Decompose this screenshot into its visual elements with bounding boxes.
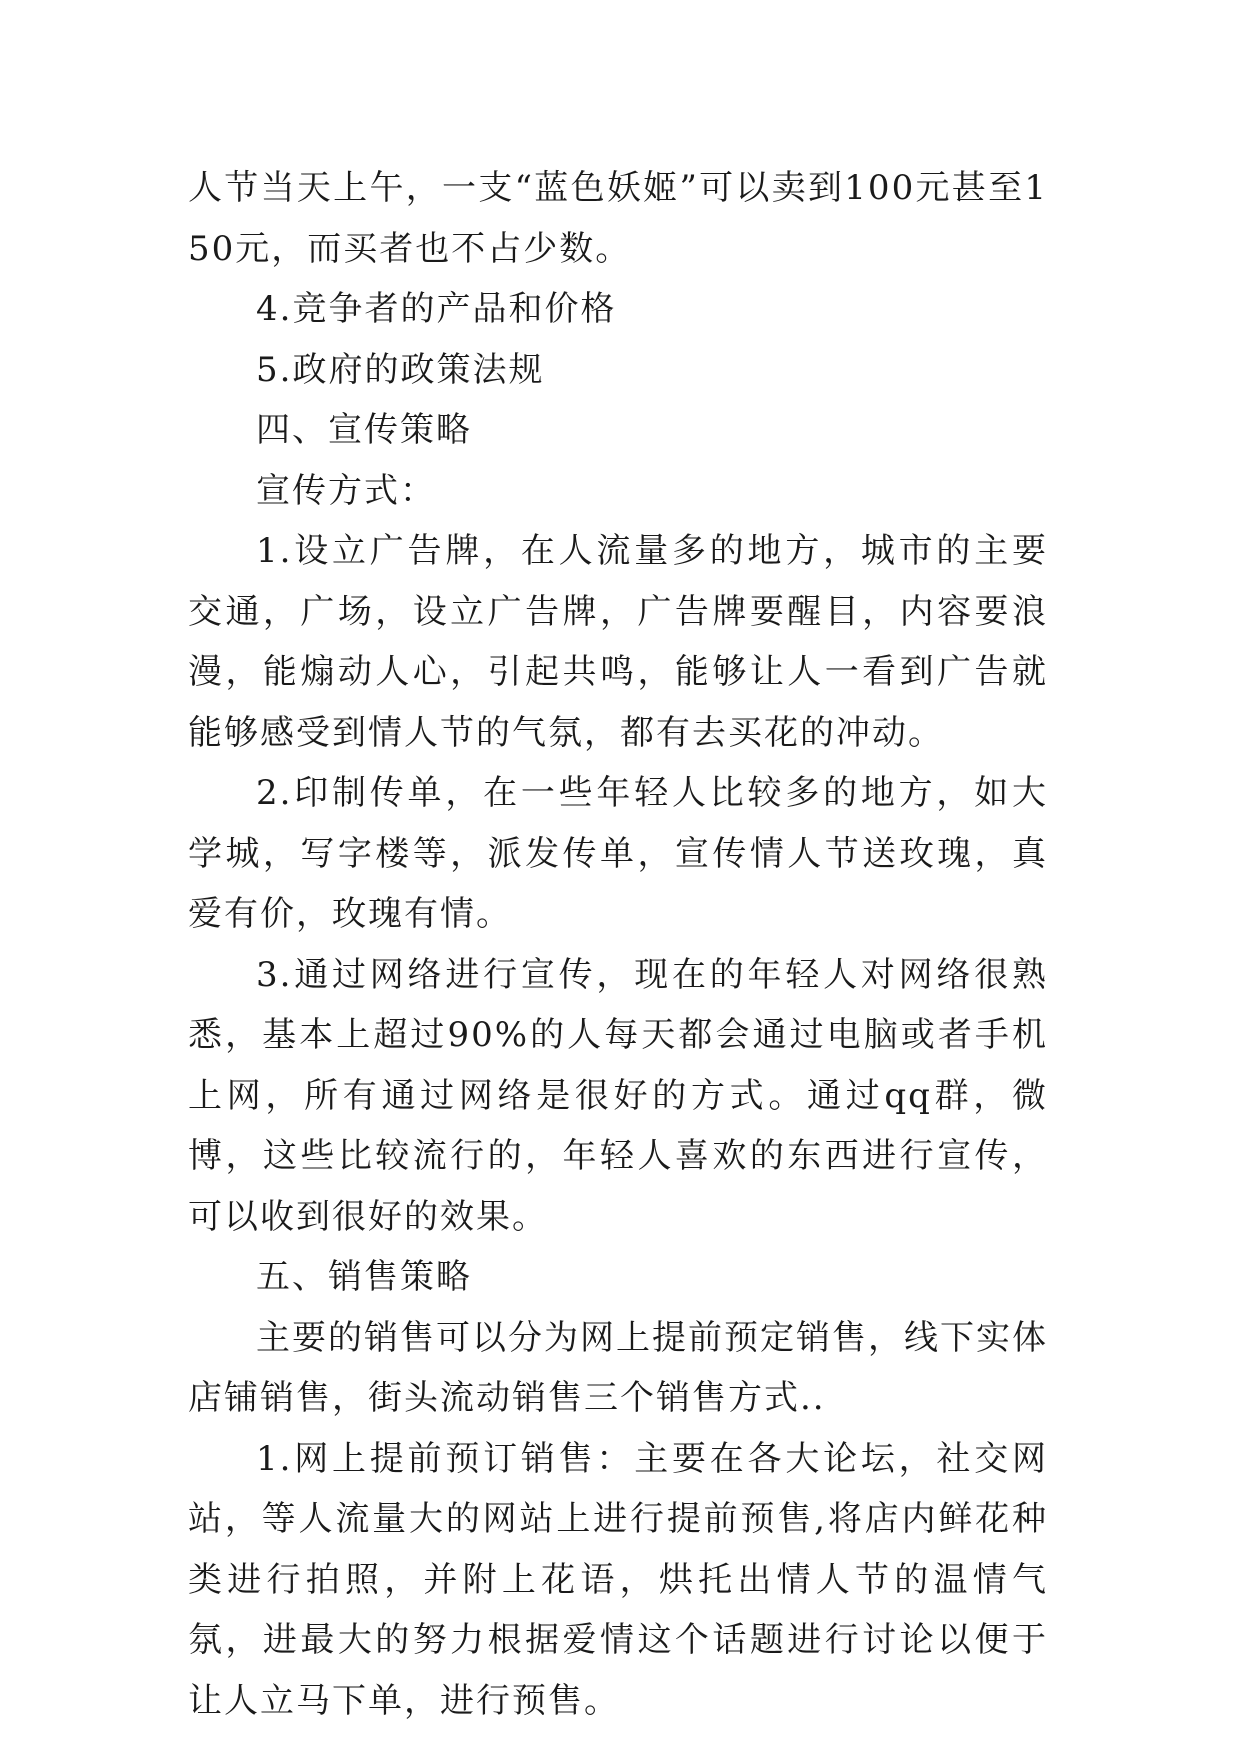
paragraph-continuation: 人节当天上午，一支“蓝色妖姬”可以卖到100元甚至150元，而买者也不占少数。: [188, 168, 1048, 269]
paragraph-online-promotion: 3.通过网络进行宣传，现在的年轻人对网络很熟悉，基本上超过90%的人每天都会通过电脑或者手机上网，所有通过网络是很好的方式。通过qq群，微博，这些比较流行的，年轻人喜欢的东西进行宣传，可以收到很好的效果。: [188, 954, 1048, 1237]
paragraph-online-presale: 1.网上提前预订销售：主要在各大论坛，社交网站，等人流量大的网站上进行提前预售,将店内鲜花种类进行拍照，并附上花语，烘托出情人节的温情气氛，进最大的努力根据爱情这个话题进行讨论以便于让人立马下单，进行预售。: [188, 1438, 1048, 1721]
paragraph-sales-overview: 主要的销售可以分为网上提前预定销售，线下实体店铺销售，街头流动销售三个销售方式..: [188, 1317, 1048, 1418]
section-heading-promotion: 四、宣传策略: [256, 410, 472, 450]
subheading-promotion-methods: 宣传方式：: [256, 470, 436, 511]
document-body: [188, 158, 1048, 1731]
section-heading-sales: 五、销售策略: [256, 1257, 472, 1297]
paragraph-billboards: 1.设立广告牌，在人流量多的地方，城市的主要交通，广场，设立广告牌，广告牌要醒目，内容要浪漫，能煽动人心，引起共鸣，能够让人一看到广告就能够感受到情人节的气氛，都有去买花的冲动。: [188, 531, 1048, 753]
paragraph-flyers: 2.印制传单，在一些年轻人比较多的地方，如大学城，写字楼等，派发传单，宣传情人节送玫瑰，真爱有价，玫瑰有情。: [188, 773, 1048, 934]
list-item-policy: 5.政府的政策法规: [256, 349, 545, 390]
list-item-competitors: 4.竞争者的产品和价格: [256, 289, 617, 329]
